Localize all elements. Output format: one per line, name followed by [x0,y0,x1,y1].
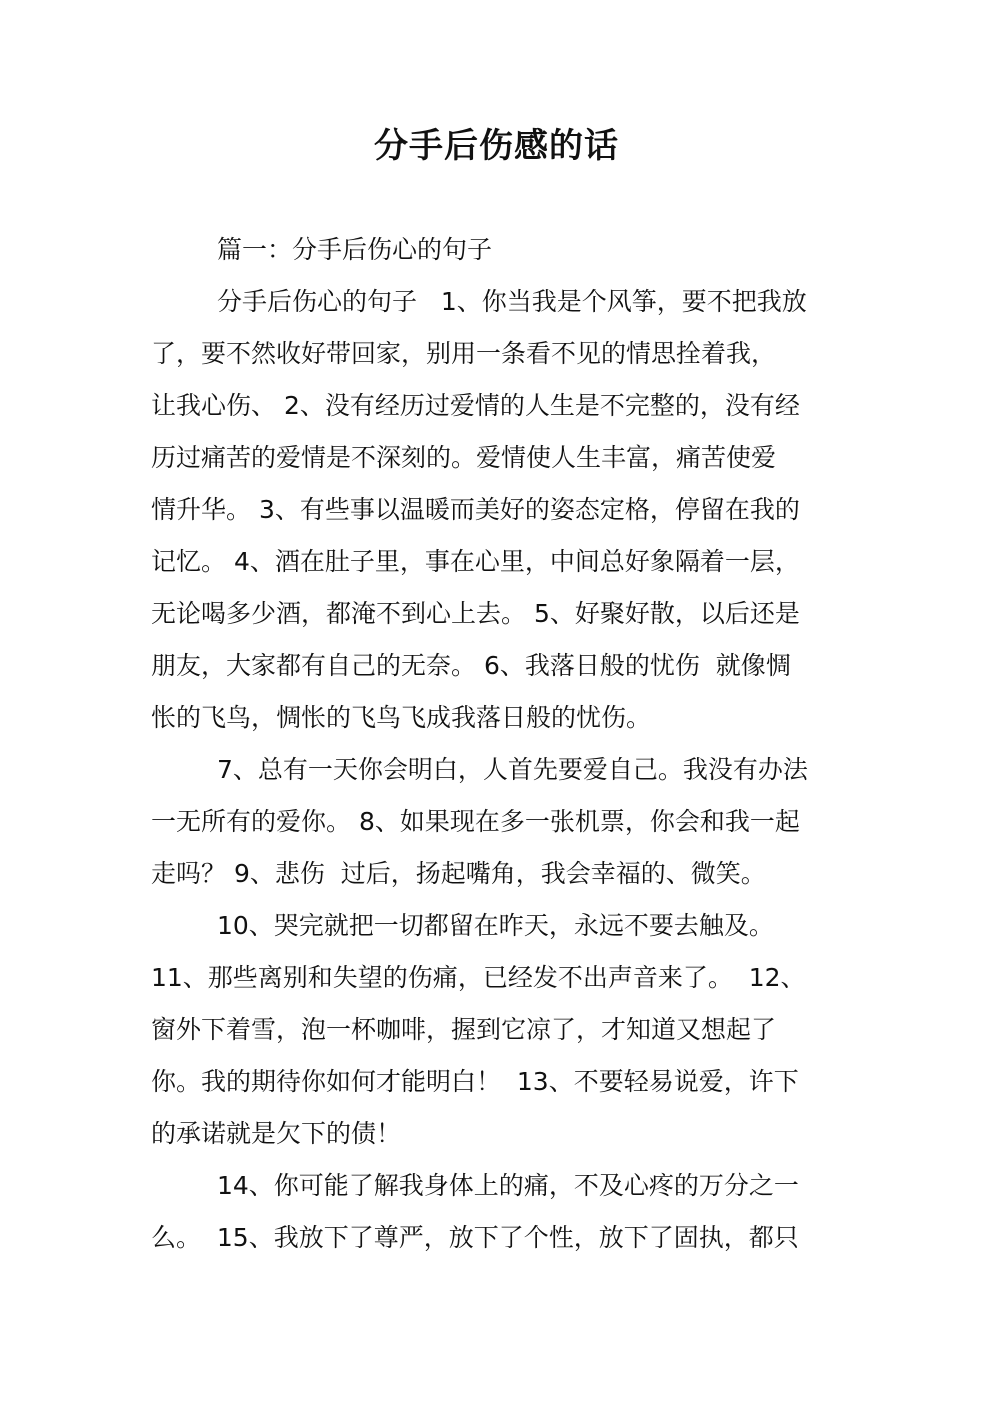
body-text-line: 历过痛苦的爱情是不深刻的。爱情使人生丰富，痛苦使爱 [151,443,777,472]
body-text-line: 走吗？ 9、悲伤 过后，扬起嘴角，我会幸福的、微笑。 [151,859,766,888]
body-text-line: 一无所有的爱你。 8、如果现在多一张机票，你会和我一起 [151,807,800,836]
body-text-line: 你。我的期待你如何才能明白！ 13、不要轻易说爱，许下 [151,1067,799,1096]
body-text-line: 了，要不然收好带回家，别用一条看不见的情思拴着我， [151,339,777,368]
body-text-line: 记忆。 4、酒在肚子里，事在心里，中间总好象隔着一层， [151,547,800,576]
body-text-line: 分手后伤心的句子 1、你当我是个风筝，要不把我放 [217,287,807,316]
document-body [151,224,845,1264]
body-text-line: 14、你可能了解我身体上的痛，不及心疼的万分之一 [217,1171,799,1200]
body-text-line: 的承诺就是欠下的债！ [151,1119,402,1148]
body-text-line: 情升华。 3、有些事以温暖而美好的姿态定格，停留在我的 [151,495,800,524]
body-text-line: 么。 15、我放下了尊严，放下了个性，放下了固执，都只 [151,1223,799,1252]
body-text-line: 11、那些离别和失望的伤痛，已经发不出声音来了。 12、 [151,963,806,992]
body-text-line: 朋友，大家都有自己的无奈。 6、我落日般的忧伤 就像惆 [151,651,791,680]
body-text-line: 篇一：分手后伤心的句子 [217,235,493,264]
body-text-line: 10、哭完就把一切都留在昨天，永远不要去触及。 [217,911,774,940]
body-text-line: 窗外下着雪，泡一杯咖啡，握到它凉了，才知道又想起了 [151,1015,777,1044]
body-text-line: 怅的飞鸟，惆怅的飞鸟飞成我落日般的忧伤。 [151,703,652,732]
document-title: 分手后伤感的话 [374,126,619,166]
body-text-line: 让我心伤、 2、没有经历过爱情的人生是不完整的，没有经 [151,391,800,420]
body-text-line: 7、总有一天你会明白，人首先要爱自己。我没有办法 [217,755,808,784]
body-text-line: 无论喝多少酒，都淹不到心上去。 5、好聚好散，以后还是 [151,599,800,628]
